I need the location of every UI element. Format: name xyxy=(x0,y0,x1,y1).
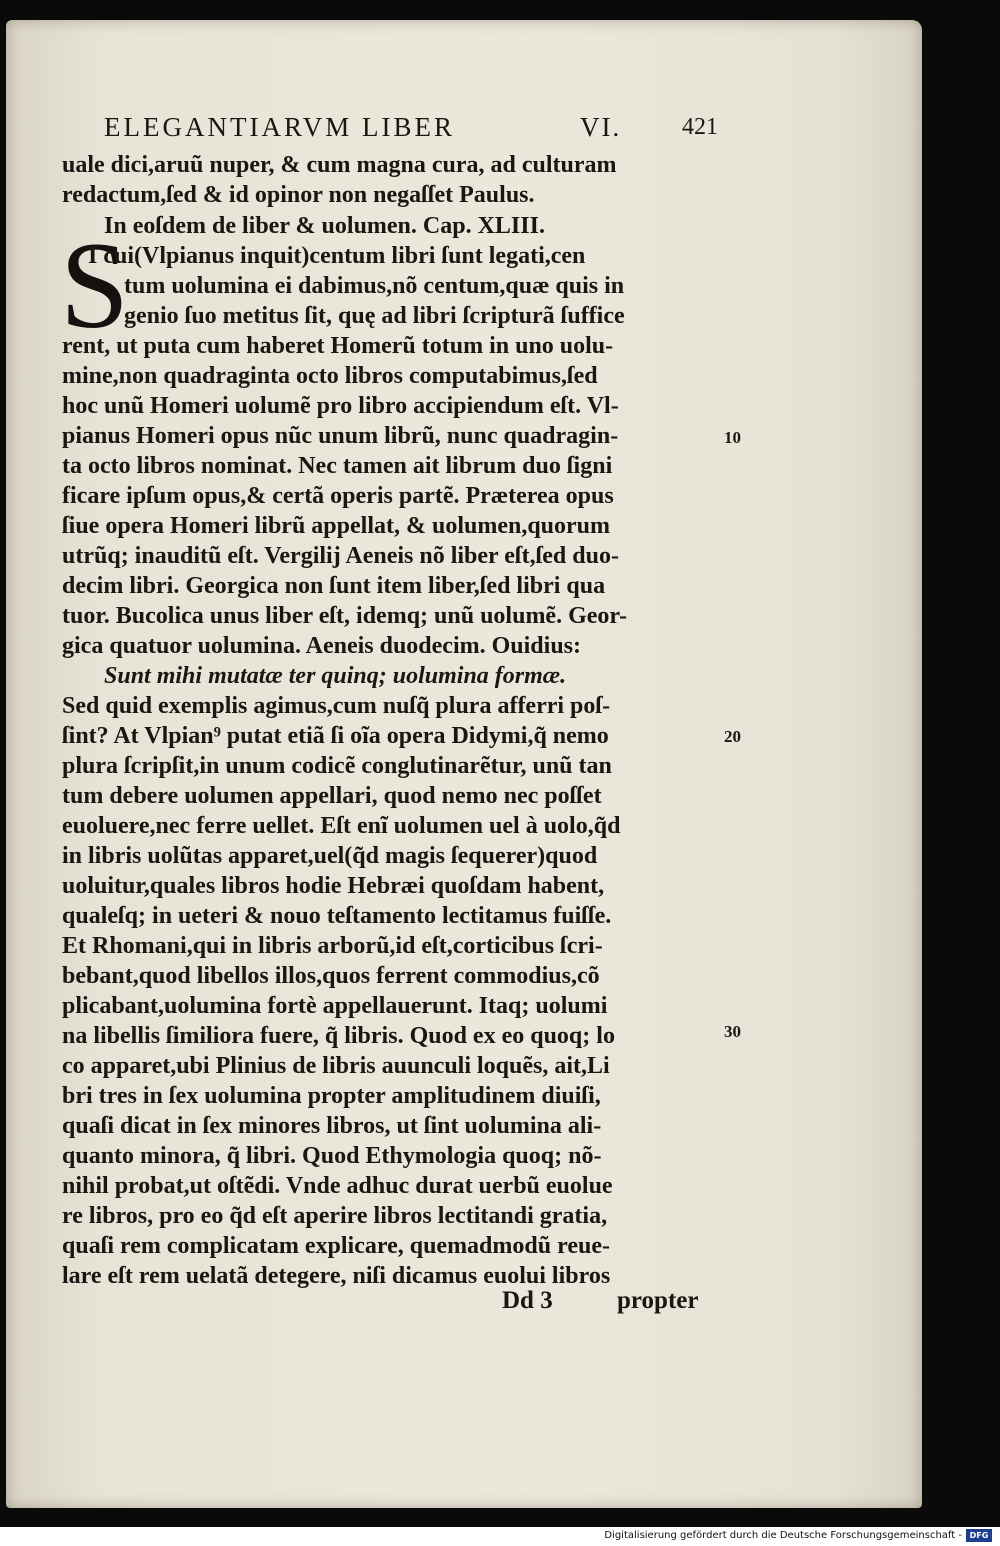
text-line: uale dici,aruũ nuper, & cum magna cura, ad culturam xyxy=(62,152,617,178)
text-line: tum uolumina ei dabimus,nõ centum,quæ quis in xyxy=(124,273,625,299)
text-line: plura ſcripſit,in unum codicẽ conglutinarẽtur, unũ tan xyxy=(62,753,612,779)
text-line: ficare ipſum opus,& certã operis partẽ. Præterea opus xyxy=(62,483,614,509)
signature-mark: Dd 3 xyxy=(502,1287,553,1314)
drop-cap: S xyxy=(60,217,129,354)
line-number-20: 20 xyxy=(724,727,741,746)
text-line: Sunt mihi mutatæ ter quinq; uolumina formæ. xyxy=(104,663,567,689)
text-line: redactum,ſed & id opinor non negaſſet Paulus. xyxy=(62,182,535,208)
text-line: ta octo libros nominat. Nec tamen ait librum duo ſigni xyxy=(62,453,613,479)
text-line: qualeſq; in ueteri & nouo teſtamento lectitamus fuiſſe. xyxy=(62,903,612,929)
running-head-book: VI. xyxy=(580,112,622,142)
dfg-logo-icon: DFG xyxy=(966,1529,992,1542)
text-line: tuor. Bucolica unus liber eſt, idemq; unũ uolumẽ. Geor- xyxy=(62,603,628,629)
running-head-title: ELEGANTIARVM LIBER xyxy=(104,112,456,142)
text-line: tum debere uolumen appellari, quod nemo nec poſſet xyxy=(62,783,602,809)
text-line: lare eſt rem uelatã detegere, niſi dicamus euolui libros xyxy=(62,1263,611,1289)
catchword: propter xyxy=(617,1287,699,1314)
page-number: 421 xyxy=(682,114,718,140)
text-line: in libris uolũtas apparet,uel(q̃d magis ſequerer)quod xyxy=(62,843,598,869)
text-line: decim libri. Georgica non ſunt item liber,ſed libri qua xyxy=(62,573,606,599)
running-head xyxy=(104,112,718,146)
text-line: uoluitur,quales libros hodie Hebræi quoſdam habent, xyxy=(62,873,605,899)
text-line: bri tres in ſex uolumina propter amplitudinem diuiſi, xyxy=(62,1083,601,1109)
text-line: quaſi dicat in ſex minores libros, ut ſint uolumina ali- xyxy=(62,1113,602,1139)
text-line: ſint? At Vlpian⁹ putat etiã ſi oĩa opera Didymi,q̃ nemo xyxy=(62,723,609,749)
text-line: hoc unũ Homeri uolumẽ pro libro accipiendum eſt. Vl- xyxy=(62,393,619,419)
digitization-credit: Digitalisierung gefördert durch die Deutsche Forschungsgemeinschaft - xyxy=(604,1530,962,1541)
text-line: mine,non quadraginta octo libros computabimus,ſed xyxy=(62,363,598,389)
text-line: gica quatuor uolumina. Aeneis duodecim. Ouidius: xyxy=(62,633,581,659)
text-line: Sed quid exemplis agimus,cum nuſq̃ plura afferri poſ- xyxy=(62,693,611,719)
text-line: genio ſuo metitus ſit, quę ad libri ſcripturã ſuffice xyxy=(124,303,625,329)
text-line: rent, ut puta cum haberet Homerũ totum in uno uolu- xyxy=(62,333,614,359)
line-number-30: 30 xyxy=(724,1022,741,1041)
text-line: Et Rhomani,qui in libris arborũ,id eſt,corticibus ſcri- xyxy=(62,933,603,959)
text-line: co apparet,ubi Plinius de libris auunculi loquẽs, ait,Li xyxy=(62,1053,610,1079)
text-line: re libros, pro eo q̃d eſt aperire libros lectitandi gratia, xyxy=(62,1203,608,1229)
text-line: ſiue opera Homeri librũ appellat, & uolumen,quorum xyxy=(62,513,611,539)
text-line: pianus Homeri opus nũc unum librũ, nunc quadragin- xyxy=(62,423,619,449)
text-line: plicabant,uolumina fortè appellauerunt. Itaq; uolumi xyxy=(62,993,608,1019)
text-line: utrũq; inauditũ eſt. Vergilij Aeneis nõ liber eſt,ſed duo- xyxy=(62,543,619,569)
text-line: nihil probat,ut oſtẽdi. Vnde adhuc durat uerbũ euolue xyxy=(62,1173,613,1199)
text-line: euoluere,nec ferre uellet. Eſt enĩ uolumen uel à uolo,q̃d xyxy=(62,813,621,839)
text-line: quaſi rem complicatam explicare, quemadmodũ reue- xyxy=(62,1233,610,1259)
line-number-10: 10 xyxy=(724,428,741,447)
text-line: bebant,quod libellos illos,quos ferrent commodius,cõ xyxy=(62,963,600,989)
text-line: na libellis ſimiliora fuere, q̃ libris. Quod ex eo quoq; lo xyxy=(62,1023,615,1049)
text-line: quanto minora, q̃ libri. Quod Ethymologia quoq; nõ- xyxy=(62,1143,602,1169)
text-line: In eoſdem de liber & uolumen. Cap. XLIII. xyxy=(104,213,545,239)
text-line: I cui(Vlpianus inquit)centum libri ſunt legati,cen xyxy=(88,243,586,269)
